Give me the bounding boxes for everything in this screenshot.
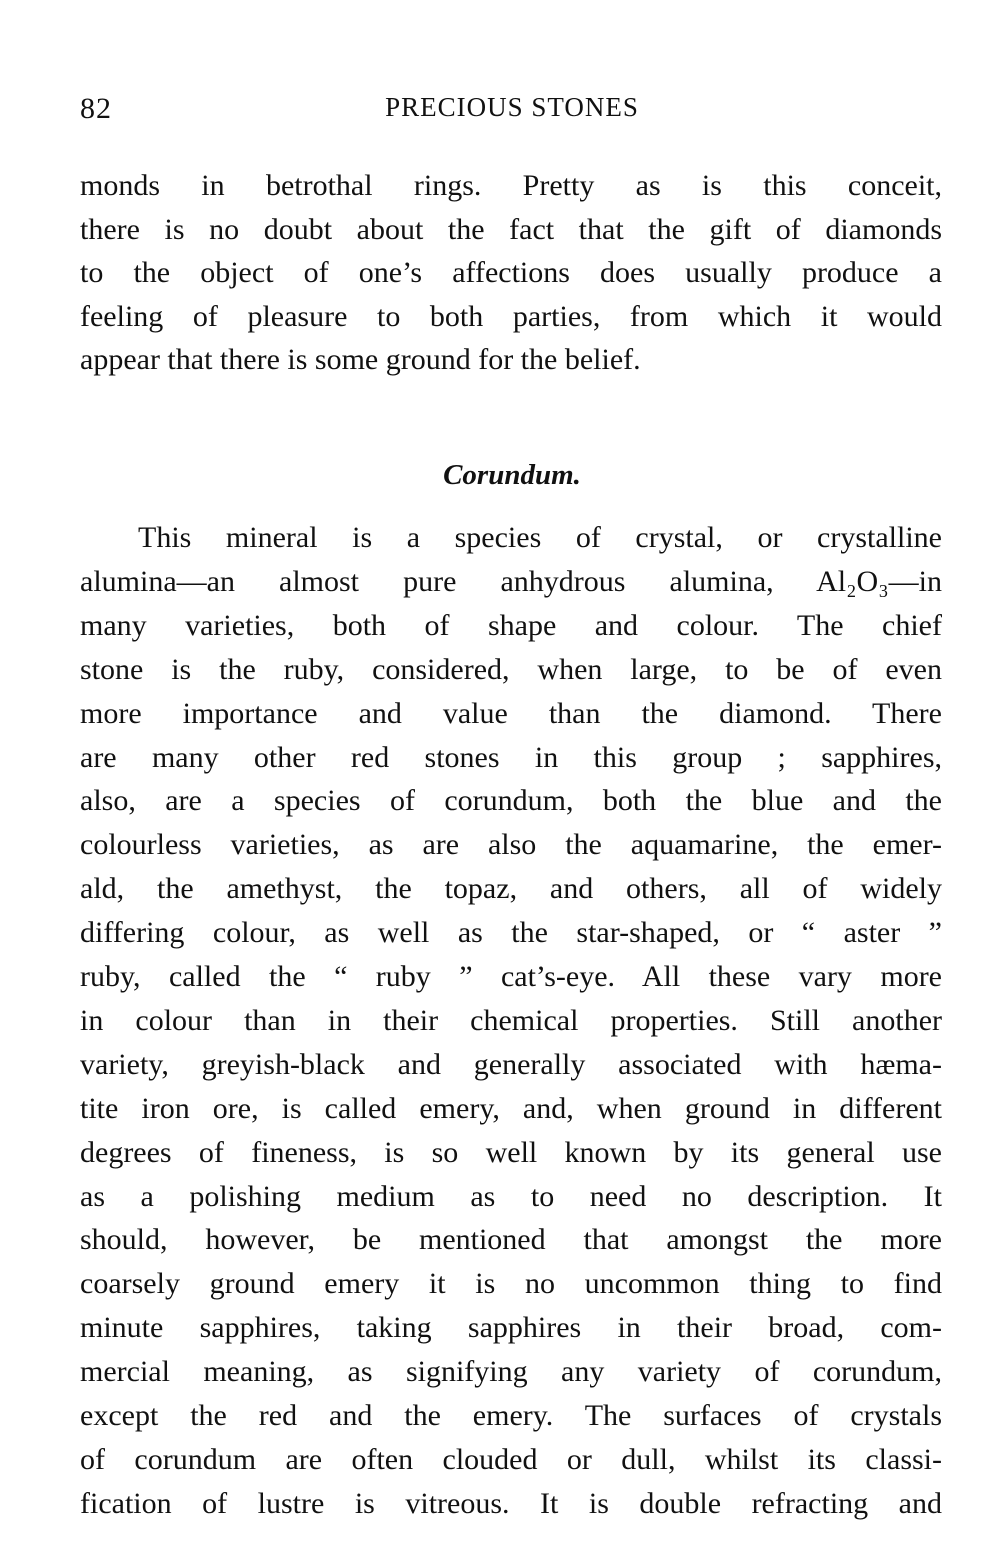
running-title: PRECIOUS STONES [385, 92, 639, 122]
text-line: alumina—an almost pure anhydrous alumina, Al₂O₃—in [80, 564, 942, 598]
text-line: ruby, called the “ ruby ” cat’s-eye. All these vary more [80, 960, 942, 993]
text-line: minute sapphires, taking sapphires in their broad, com- [80, 1311, 942, 1345]
text-line: fication of lustre is vitreous. It is double refracting and [80, 1486, 942, 1520]
page-number: 82 [80, 92, 112, 125]
text-line: as a polishing medium as to need no description. It [80, 1179, 942, 1213]
text-line: This mineral is a species of crystal, or crystalline [138, 521, 942, 554]
text-line: also, are a species of corundum, both the blue and the [80, 784, 942, 818]
text-line: are many other red stones in this group ; sapphires, [80, 740, 942, 774]
text-line: stone is the ruby, considered, when large, to be of even [80, 652, 942, 686]
text-line: colourless varieties, as are also the aquamarine, the emer- [80, 828, 942, 862]
text-line: mercial meaning, as signifying any variety of corundum, [80, 1355, 942, 1389]
text-line: ald, the amethyst, the topaz, and others, all of widely [80, 872, 942, 906]
text-line: there is no doubt about the fact that the gift of diamonds [80, 212, 942, 246]
section-heading: Corundum. [443, 459, 581, 491]
text-line: variety, greyish-black and generally associated with hæma- [80, 1047, 942, 1081]
text-line: monds in betrothal rings. Pretty as is this conceit, [80, 169, 942, 202]
text-line: degrees of fineness, is so well known by its general use [80, 1135, 942, 1169]
text-line: except the red and the emery. The surfaces of crystals [80, 1399, 942, 1432]
text-line: tite iron ore, is called emery, and, when ground in different [80, 1091, 942, 1125]
text-line: in colour than in their chemical properties. Still another [80, 1003, 942, 1037]
text-line: more importance and value than the diamond. There [80, 696, 942, 730]
text-line: coarsely ground emery it is no uncommon thing to find [80, 1267, 942, 1301]
text-line: of corundum are often clouded or dull, whilst its classi- [80, 1442, 942, 1476]
text-line: appear that there is some ground for the belief. [80, 343, 641, 376]
text-line: feeling of pleasure to both parties, from which it would [80, 299, 942, 333]
text-line: differing colour, as well as the star-shaped, or “ aster ” [80, 916, 942, 950]
text-line: to the object of one’s affections does usually produce a [80, 256, 942, 289]
text-line: should, however, be mentioned that amongst the more [80, 1223, 942, 1257]
text-line: many varieties, both of shape and colour. The chief [80, 608, 942, 642]
